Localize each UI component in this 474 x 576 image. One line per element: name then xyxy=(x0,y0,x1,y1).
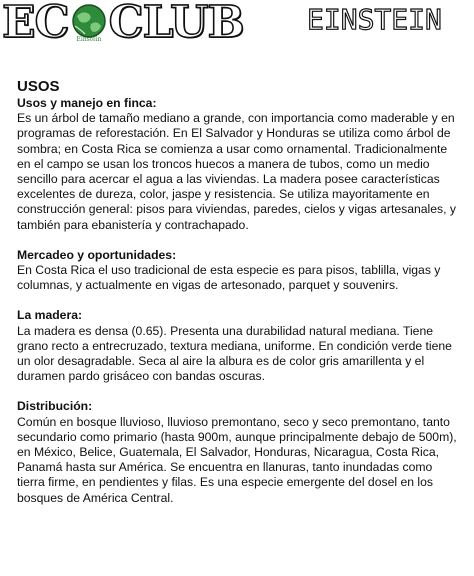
section-usos-manejo xyxy=(17,96,462,233)
globe-icon xyxy=(67,2,111,42)
section-heading: Usos y manejo en finca: xyxy=(17,96,157,110)
page-title: USOS xyxy=(17,78,60,95)
eco-club-logo xyxy=(2,0,244,50)
document-body xyxy=(17,78,462,521)
section-text: La madera es densa (0.65). Presenta una durabilidad natural mediana. Tiene grano recto a entrecruzado, textura mediana, uniforme. En condición verde tiene un olor desagradable. Seca al aire la albura es de color gris amarillenta y el duramen pardo grisáceo con bandas oscuras. xyxy=(17,323,452,384)
header-banner xyxy=(0,0,474,50)
section-heading: Distribución: xyxy=(17,399,93,414)
section-text: Común en bosque lluvioso, lluvioso premontano, seco y seco premontano, tanto secundario como primario (hasta 900m, aunque principalmente debajo de 500m), en México, Belice, Guatemala, El Salvador, Honduras, Nicaragua, Costa Rica, Panamá hasta sur América. Se encuentra en llanuras, tanto inundadas como tierra firme, en pendientes y filas. Es una especie emergente del dosel en los bosques de América Central. xyxy=(17,414,457,505)
section-heading: La madera: xyxy=(17,308,83,323)
section-distribucion xyxy=(17,399,462,505)
section-text: Es un árbol de tamaño mediano a grande, con importancia como maderable y en programas de reforestación. En El Salvador y Honduras se utiliza como árbol de sombra; en Costa Rica se comienza a usar como ornamental. Tradicionalmente en el campo se usan los troncos huecos a manera de tubos, como un medio sencillo para acercar el agua a las viviendas. La madera posee características excelentes de dureza, color, jaspe y resistencia. Se utiliza mayoritamente en construcción general: pisos para viviendas, paredes, cielos y vigas artesanales, y también para ebanistería y contrachapado. xyxy=(17,111,456,232)
logo-text-left: EC xyxy=(2,0,69,48)
section-madera xyxy=(17,308,462,384)
header-subtitle: EINSTEIN xyxy=(307,3,442,36)
section-heading: Mercadeo y oportunidades: xyxy=(17,247,177,262)
section-text: En Costa Rica el uso tradicional de esta especie es para pisos, tablilla, vigas y columnas, y actualmente en vigas de artesonado, parquet y souvenirs. xyxy=(17,263,441,293)
section-mercadeo xyxy=(17,248,462,294)
globe-caption: Einstein xyxy=(76,36,102,42)
logo-text-right: CLUB xyxy=(108,0,244,48)
